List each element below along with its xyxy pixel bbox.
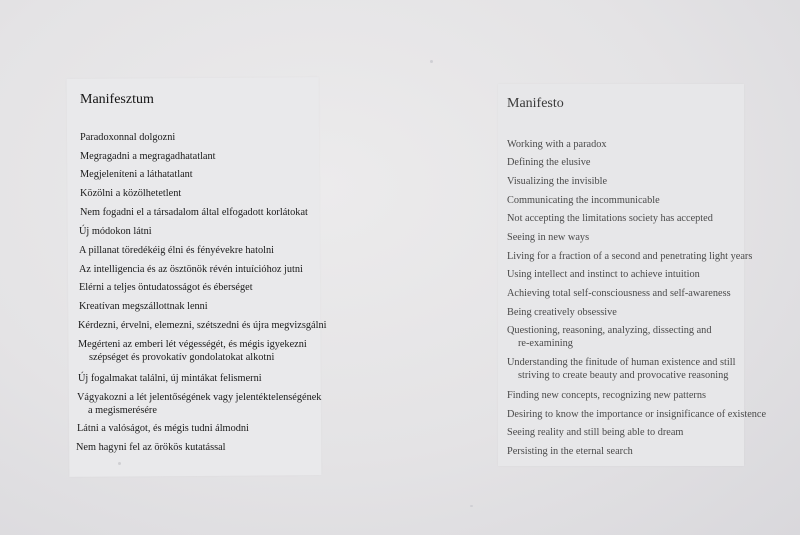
hungarian-manifesto-line: A pillanat töredékéig élni és fényévekre hatolni [79, 245, 274, 256]
english-title: Manifesto [507, 96, 564, 111]
english-manifesto-line: Working with a paradox [507, 139, 607, 150]
english-manifesto-line [507, 356, 735, 382]
english-manifesto-line: Desiring to know the importance or insignificance of existence [507, 409, 767, 420]
hungarian-manifesto-line [78, 338, 307, 364]
english-manifesto-line: Defining the elusive [507, 157, 591, 168]
wall-speck [118, 462, 121, 465]
line-first-part: Questioning, reasoning, analyzing, dissecting and [507, 325, 712, 336]
line-first-part: Vágyakozni a lét jelentőségének vagy jelentéktelenségének [77, 392, 322, 403]
english-manifesto-line: Communicating the incommunicable [507, 195, 660, 206]
english-manifesto-line: Living for a fraction of a second and penetrating light years [507, 251, 753, 262]
english-manifesto-line: Visualizing the invisible [507, 176, 608, 187]
hungarian-manifesto-line: Megragadni a megragadhatatlant [80, 151, 216, 162]
hungarian-manifesto-line: Közölni a közölhetetlent [80, 188, 182, 199]
hungarian-manifesto-line: Új módokon látni [79, 226, 152, 237]
hungarian-manifesto-line: Látni a valóságot, és mégis tudni álmodni [77, 423, 249, 434]
hungarian-manifesto-line: Kreatívan megszállottnak lenni [79, 301, 208, 312]
english-manifesto-line: Persisting in the eternal search [507, 446, 633, 457]
hungarian-manifesto-line: Új fogalmakat találni, új mintákat felismerni [78, 373, 262, 384]
line-first-part: Understanding the finitude of human existence and still [507, 357, 736, 368]
hungarian-manifesto-line: Elérni a teljes öntudatosságot és éberséget [79, 282, 253, 293]
english-manifesto-line: Being creatively obsessive [507, 307, 617, 318]
english-manifesto-line: Not accepting the limitations society has accepted [507, 213, 713, 224]
english-manifesto-line: Achieving total self-consciousness and self-awareness [507, 288, 731, 299]
line-continuation: szépséget és provokatív gondolatokat alkotni [89, 352, 275, 363]
line-first-part: Megérteni az emberi lét végességét, és mégis igyekezni [78, 339, 307, 350]
line-continuation: striving to create beauty and provocative reasoning [518, 370, 729, 381]
english-manifesto-line: Using intellect and instinct to achieve intuition [507, 269, 700, 280]
english-manifesto-line: Seeing in new ways [507, 232, 590, 243]
hungarian-title: Manifesztum [80, 92, 154, 107]
line-continuation: a megismerésére [88, 405, 157, 416]
hungarian-manifesto-line: Paradoxonnal dolgozni [80, 132, 176, 143]
english-manifesto-line [507, 324, 711, 350]
wall-speck [470, 505, 473, 507]
english-manifesto-line: Seeing reality and still being able to dream [507, 427, 684, 438]
wall-speck [430, 60, 433, 63]
hungarian-manifesto-line: Nem fogadni el a társadalom által elfogadott korlátokat [80, 207, 308, 218]
line-continuation: re-examining [518, 338, 573, 349]
english-manifesto-line: Finding new concepts, recognizing new patterns [507, 390, 707, 401]
hungarian-manifesto-line: Nem hagyni fel az örökös kutatással [76, 442, 226, 453]
hungarian-manifesto-line: Megjeleníteni a láthatatlant [80, 169, 193, 180]
hungarian-manifesto-line [77, 391, 321, 417]
hungarian-manifesto-line: Az intelligencia és az ösztönök révén intuícióhoz jutni [79, 264, 303, 275]
hungarian-manifesto-line: Kérdezni, érvelni, elemezni, szétszedni és újra megvizsgálni [78, 320, 327, 331]
